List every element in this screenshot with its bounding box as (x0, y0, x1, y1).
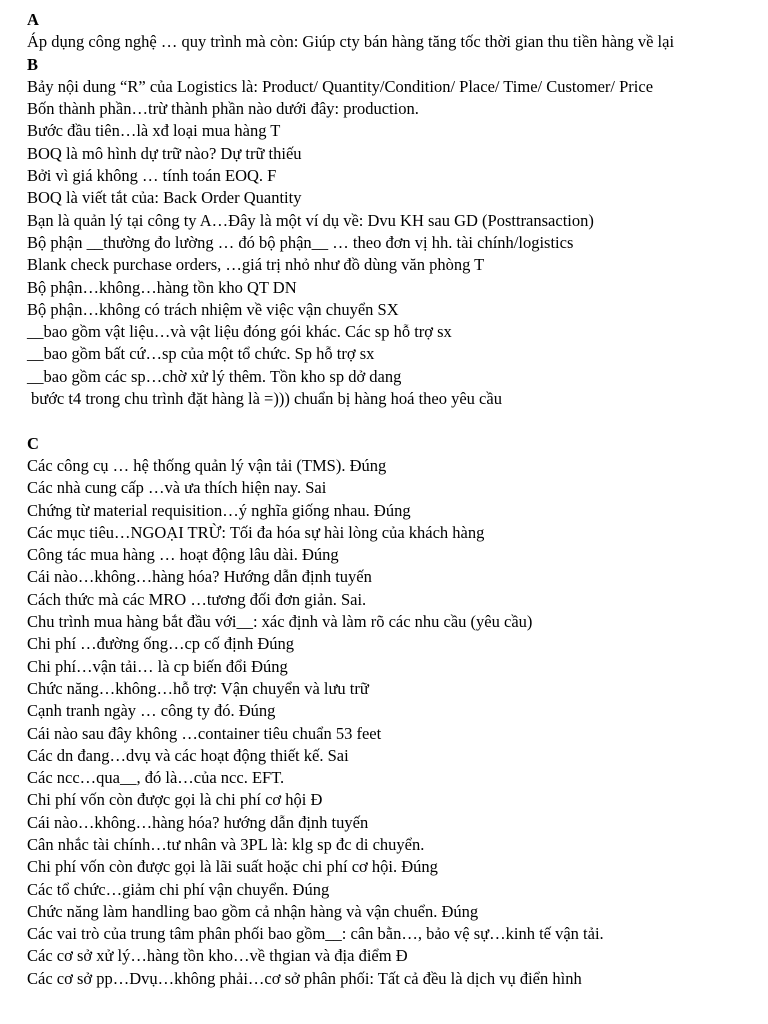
text-line: BOQ là mô hình dự trữ nào? Dự trữ thiếu (27, 143, 302, 163)
text-line: __bao gồm vật liệu…và vật liệu đóng gói khác. Các sp hỗ trợ sx (27, 322, 452, 342)
text-line: Các công cụ … hệ thống quản lý vận tải (TMS). Đúng (27, 455, 387, 475)
text-line: Các dn đang…dvụ và các hoạt động thiết kế. Sai (27, 745, 349, 765)
text-line: Cân nhắc tài chính…tư nhân và 3PL là: klg sp đc di chuyển. (27, 834, 425, 854)
text-line: Cạnh tranh ngày … công ty đó. Đúng (27, 701, 276, 721)
text-line: Cái nào…không…hàng hóa? Hướng dẫn định tuyến (27, 567, 372, 587)
text-line: Bộ phận…không có trách nhiệm về việc vận chuyển SX (27, 299, 399, 319)
text-line: Bộ phận…không…hàng tồn kho QT DN (27, 277, 297, 297)
text-line: Các nhà cung cấp …và ưa thích hiện nay. Sai (27, 478, 327, 498)
text-line: Các cơ sở pp…Dvụ…không phải…cơ sở phân phối: Tất cả đều là dịch vụ điển hình (27, 968, 582, 988)
text-line: Chi phí…vận tải… là cp biến đổi Đúng (27, 656, 288, 676)
text-line: Bước đầu tiên…là xđ loại mua hàng T (27, 121, 281, 141)
text-line: BOQ là viết tắt của: Back Order Quantity (27, 188, 302, 208)
text-line: Các cơ sở xử lý…hàng tồn kho…về thgian và địa điểm Đ (27, 946, 408, 966)
text-line: Bạn là quản lý tại công ty A…Đây là một ví dụ về: Dvu KH sau GD (Posttransaction) (27, 210, 594, 230)
text-line: Chi phí vốn còn được gọi là lãi suất hoặc chi phí cơ hội. Đúng (27, 857, 438, 877)
text-line: Chức năng…không…hỗ trợ: Vận chuyển và lưu trữ (27, 678, 369, 698)
document-page (27, 9, 757, 990)
text-line: Chi phí vốn còn được gọi là chi phí cơ hội Đ (27, 790, 323, 810)
section-letter-b: B (27, 54, 39, 74)
section-letter-a: A (27, 10, 39, 29)
section-letter-c: C (27, 433, 39, 453)
blank-line (27, 410, 757, 432)
text-line: Các vai trò của trung tâm phân phối bao gồm__: cân bằn…, bảo vệ sự…kinh tế vận tải. (27, 924, 604, 944)
text-line: Bởi vì giá không … tính toán EOQ. F (27, 166, 277, 186)
text-line: Chu trình mua hàng bắt đầu với__: xác định và làm rõ các nhu cầu (yêu cầu) (27, 612, 533, 632)
text-line: Chứng từ material requisition…ý nghĩa giống nhau. Đúng (27, 500, 411, 520)
text-line: Bốn thành phần…trừ thành phần nào dưới đây: production. (27, 99, 419, 119)
section-a (27, 9, 757, 54)
text-line: Bảy nội dung “R” của Logistics là: Product/ Quantity/Condition/ Place/ Time/ Customer/ Price (27, 76, 654, 96)
text-line: Chức năng làm handling bao gồm cả nhận hàng và vận chuển. Đúng (27, 901, 479, 921)
text-line: Cái nào…không…hàng hóa? hướng dẫn định tuyến (27, 812, 369, 832)
text-line: __bao gồm bất cứ…sp của một tổ chức. Sp hỗ trợ sx (27, 344, 375, 364)
text-line: Các ncc…qua__, đó là…của ncc. EFT. (27, 768, 285, 788)
text-line: Cách thức mà các MRO …tương đối đơn giản. Sai. (27, 589, 367, 609)
section-b (27, 54, 757, 411)
section-c (27, 433, 757, 990)
text-line: bước t4 trong chu trình đặt hàng là =))) chuẩn bị hàng hoá theo yêu cầu (31, 389, 502, 409)
text-line: Cái nào sau đây không …container tiêu chuẩn 53 feet (27, 723, 382, 743)
text-line: Blank check purchase orders, …giá trị nhỏ như đồ dùng văn phòng T (27, 255, 485, 275)
text-line: Bộ phận __thường đo lường … đó bộ phận__ … theo đơn vị hh. tài chính/logistics (27, 232, 574, 252)
text-line: Công tác mua hàng … hoạt động lâu dài. Đúng (27, 545, 339, 565)
text-line: Các mục tiêu…NGOẠI TRỪ: Tối đa hóa sự hài lòng của khách hàng (27, 522, 485, 542)
text-line: Các tổ chức…giảm chi phí vận chuyển. Đúng (27, 879, 330, 899)
text-line: Chi phí …đường ống…cp cố định Đúng (27, 634, 294, 654)
text-line: __bao gồm các sp…chờ xử lý thêm. Tồn kho sp dở dang (27, 366, 402, 386)
text-line: Áp dụng công nghệ … quy trình mà còn: Giúp cty bán hàng tăng tốc thời gian thu tiền hàng về lại (27, 32, 675, 52)
